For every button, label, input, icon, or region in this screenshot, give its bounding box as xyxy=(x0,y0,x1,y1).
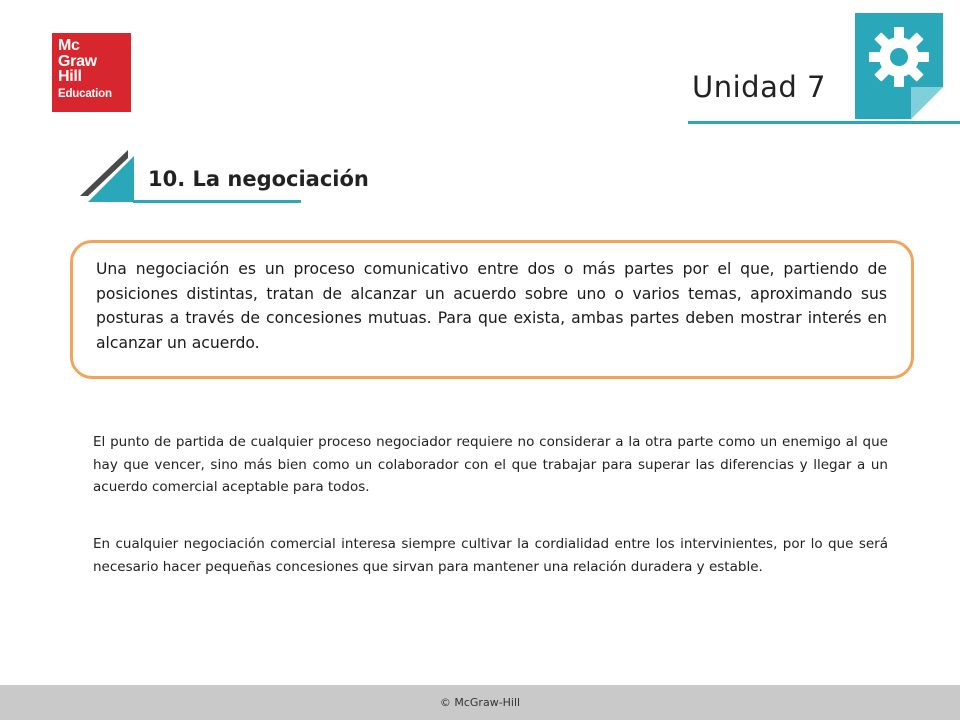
body-paragraph-2: En cualquier negociación comercial interesa siempre cultivar la cordialidad entre los intervinientes, por lo que será necesario hacer pequeñas concesiones que sirvan para mantener una relación duradera y estable. xyxy=(93,536,888,575)
logo-line-1: Mc xyxy=(58,37,80,54)
unit-title: Unidad 7 xyxy=(692,70,826,104)
logo-line-4: Education xyxy=(58,87,112,100)
logo-line-3: Hill xyxy=(58,68,82,85)
section-title-underline xyxy=(133,200,301,203)
unit-title-underline xyxy=(688,121,960,124)
gear-document-icon xyxy=(855,13,943,119)
definition-text: Una negociación es un proceso comunicativo entre dos o más partes por el que, partiendo de posiciones distintas, tratan de alcanzar un acuerdo sobre uno o varios temas, aproximando sus posturas a través de concesiones mutuas. Para que exista, ambas partes deben mostrar interés en alcanzar un acuerdo. xyxy=(96,260,887,352)
definition-box xyxy=(70,240,914,379)
section-triangle-icon xyxy=(80,150,136,204)
mcgraw-hill-logo xyxy=(52,33,131,112)
logo-line-2: Graw xyxy=(58,52,97,70)
body-paragraph-1: El punto de partida de cualquier proceso negociador requiere no considerar a la otra parte como un enemigo al que hay que vencer, sino más bien como un colaborador con el que trabajar para superar las diferencias y llegar a un acuerdo comercial aceptable para todos. xyxy=(93,434,888,495)
section-title: 10. La negociación xyxy=(148,167,369,191)
footer-bar xyxy=(0,685,960,720)
copyright-text: © McGraw-Hill xyxy=(439,696,521,709)
